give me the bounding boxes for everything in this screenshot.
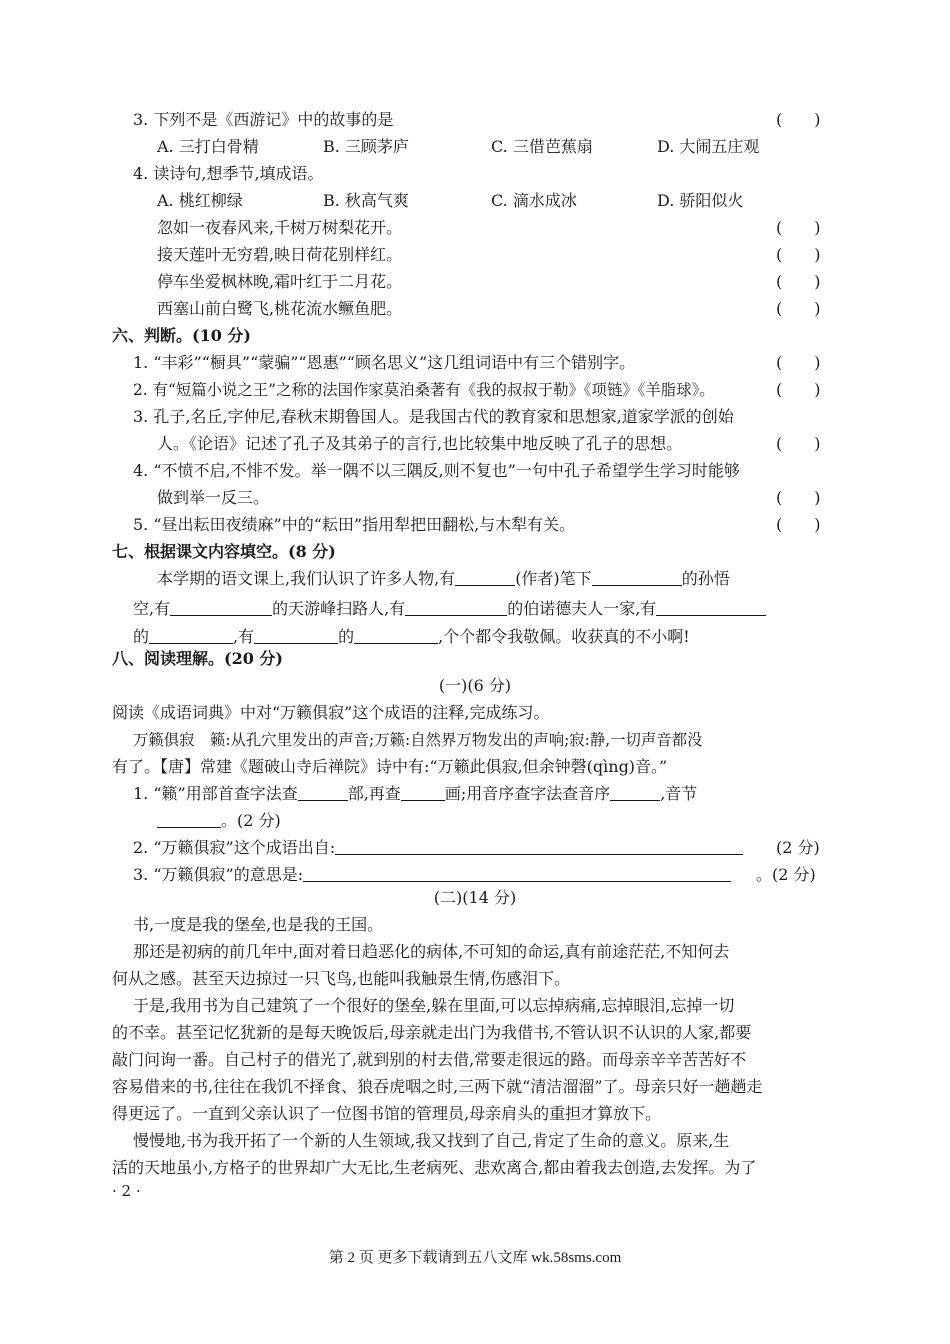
fill-blank[interactable] — [303, 865, 731, 882]
passage-line: 何从之感。甚至天边掠过一只飞鸟,也能叫我触景生情,伤感泪下。 — [112, 969, 571, 988]
answer-paren[interactable]: ( ) — [776, 272, 821, 291]
fill-blank[interactable] — [298, 784, 348, 801]
fill-line-1 — [157, 568, 730, 590]
q4-option-c: C. 滴水成冰 — [491, 191, 577, 210]
answer-paren[interactable]: ( ) — [776, 380, 821, 399]
fill-blank[interactable] — [354, 627, 438, 644]
score-label: 。(2 分) — [756, 865, 816, 884]
fill-blank[interactable] — [656, 599, 766, 616]
fill-blank[interactable] — [157, 811, 221, 828]
fill-blank[interactable] — [610, 784, 660, 801]
q-text: 1. “籁”用部首查字法查 — [133, 784, 298, 803]
question-3-stem: 3. 下列不是《西游记》中的故事的是 — [133, 110, 394, 129]
fill-blank[interactable] — [149, 627, 233, 644]
q3-option-b: B. 三顾茅庐 — [323, 137, 409, 156]
reading-part-1-heading: (一)(6 分) — [438, 676, 512, 695]
fill-blank[interactable] — [254, 627, 338, 644]
reading-q3 — [133, 864, 731, 886]
passage-line: 书,一度是我的堡垒,也是我的王国。 — [133, 915, 384, 934]
judge-item-cont: 人。《论语》记述了孔子及其弟子的言行,也比较集中地反映了孔子的思想。 — [157, 434, 683, 453]
reading-q2 — [133, 837, 743, 859]
fill-text: 的 — [133, 627, 150, 646]
reading-q1-cont — [157, 810, 281, 832]
answer-paren[interactable]: ( ) — [776, 110, 821, 129]
answer-paren[interactable]: ( ) — [776, 434, 821, 453]
q-text: 画;用音序查字法查音序 — [444, 784, 611, 803]
score-label: (2 分) — [776, 838, 820, 857]
answer-paren[interactable]: ( ) — [776, 299, 821, 318]
q-text: 2. “万籁俱寂”这个成语出自: — [133, 838, 336, 857]
poem-line: 接天莲叶无穷碧,映日荷花别样红。 — [157, 245, 403, 264]
passage-line: 活的天地虽小,方格子的世界却广大无比,生老病死、悲欢离合,都由着我去创造,去发挥。为了 — [112, 1158, 757, 1177]
poem-line: 停车坐爱枫林晚,霜叶红于二月花。 — [157, 272, 403, 291]
fill-blank[interactable] — [592, 569, 682, 586]
passage-line: 的不幸。甚至记忆犹新的是每天晚饭后,母亲就走出门为我借书,不管认识不认识的人家,都要 — [112, 1023, 752, 1042]
judge-item: 2. 有“短篇小说之王”之称的法国作家莫泊桑著有《我的叔叔于勒》《项链》《羊脂球》。 — [133, 381, 715, 399]
answer-paren[interactable]: ( ) — [776, 353, 821, 372]
section-7-title: 七、根据课文内容填空。(8 分) — [112, 542, 336, 561]
question-4-stem: 4. 读诗句,想季节,填成语。 — [133, 164, 324, 183]
dictionary-entry-cont: 有了。【唐】常建《题破山寺后禅院》诗中有:“万籁此俱寂,但余钟磬(qìng)音。” — [112, 757, 668, 776]
fill-blank[interactable] — [405, 599, 507, 616]
fill-text: 空,有 — [133, 599, 171, 618]
passage-line: 得更远了。一直到父亲认识了一位图书馆的管理员,母亲肩头的重担才算放下。 — [112, 1104, 662, 1123]
q-text: 。(2 分) — [221, 811, 281, 830]
q4-option-a: A. 桃红柳绿 — [157, 191, 243, 210]
reading-part-1-intro: 阅读《成语词典》中对“万籁俱寂”这个成语的注释,完成练习。 — [112, 703, 550, 722]
passage-line: 容易借来的书,往往在我饥不择食、狼吞虎咽之时,三两下就“清洁溜溜”了。母亲只好一趟趟走 — [112, 1077, 763, 1096]
fill-text: 的伯诺德夫人一家,有 — [507, 599, 657, 618]
fill-text: ,个个都令我敬佩。收获真的不小啊! — [438, 627, 690, 646]
poem-line: 西塞山前白鹭飞,桃花流水鳜鱼肥。 — [157, 299, 403, 318]
judge-item: 3. 孔子,名丘,字仲尼,春秋末期鲁国人。是我国古代的教育家和思想家,道家学派的创始 — [133, 407, 734, 426]
fill-text: 的孙悟 — [681, 569, 730, 588]
answer-paren[interactable]: ( ) — [776, 515, 821, 534]
q-text: 3. “万籁俱寂”的意思是: — [133, 865, 304, 884]
passage-line: 于是,我用书为自己建筑了一个很好的堡垒,躲在里面,可以忘掉病痛,忘掉眼泪,忘掉一切 — [133, 996, 735, 1015]
answer-paren[interactable]: ( ) — [776, 218, 821, 237]
fill-blank[interactable] — [401, 784, 445, 801]
passage-line: 那还是初病的前几年中,面对着日趋恶化的病体,不可知的命运,真有前途茫茫,不知何去 — [133, 942, 730, 961]
fill-text: 本学期的语文课上,我们认识了许多人物,有 — [157, 569, 456, 588]
judge-item-cont: 做到举一反三。 — [157, 488, 270, 507]
dictionary-entry: 万籁俱寂 籁:从孔穴里发出的声音;万籁:自然界万物发出的声响;寂:静,一切声音都没 — [133, 731, 703, 749]
fill-line-3 — [133, 626, 690, 648]
fill-text: (作者)笔下 — [515, 569, 592, 588]
passage-line: 慢慢地,书为我开拓了一个新的人生领域,我又找到了自己,肯定了生命的意义。原来,生 — [133, 1131, 730, 1150]
fill-text: 的天游峰扫路人,有 — [272, 599, 406, 618]
q-text: ,音节 — [660, 784, 698, 803]
q3-option-c: C. 三借芭蕉扇 — [491, 137, 593, 156]
fill-text: ,有 — [233, 627, 255, 646]
answer-paren[interactable]: ( ) — [776, 245, 821, 264]
fill-blank[interactable] — [455, 569, 515, 586]
page-footer: 第 2 页 更多下载请到五八文库 wk.58sms.com — [328, 1250, 622, 1266]
judge-item: 1. “丰彩”“橱具”“蒙骗”“恩惠”“顾名思义”这几组词语中有三个错别字。 — [133, 353, 636, 372]
poem-line: 忽如一夜春风来,千树万树梨花开。 — [157, 218, 403, 237]
page-number: · 2 · — [112, 1182, 141, 1200]
fill-text: 的 — [338, 627, 355, 646]
q3-option-a: A. 三打白骨精 — [157, 137, 259, 156]
q4-option-d: D. 骄阳似火 — [657, 191, 744, 210]
q-text: 部,再查 — [347, 784, 401, 803]
fill-blank[interactable] — [170, 599, 272, 616]
fill-blank[interactable] — [335, 838, 743, 855]
judge-item: 4. “不愤不启,不悱不发。举一隅不以三隅反,则不复也”一句中孔子希望学生学习时能够 — [133, 461, 740, 480]
fill-line-2 — [133, 598, 766, 620]
reading-q1 — [133, 783, 697, 805]
reading-part-2-heading: (二)(14 分) — [433, 888, 517, 907]
q3-option-d: D. 大闹五庄观 — [657, 137, 760, 156]
section-8-title: 八、阅读理解。(20 分) — [112, 649, 283, 668]
passage-line: 敲门问询一番。自己村子的借光了,就到别的村去借,常要走很远的路。而母亲辛辛苦苦好不 — [112, 1050, 747, 1069]
section-6-title: 六、判断。(10 分) — [112, 326, 251, 345]
answer-paren[interactable]: ( ) — [776, 488, 821, 507]
judge-item: 5. “昼出耘田夜绩麻”中的“耘田”指用犁把田翻松,与木犁有关。 — [133, 515, 576, 534]
q4-option-b: B. 秋高气爽 — [323, 191, 409, 210]
